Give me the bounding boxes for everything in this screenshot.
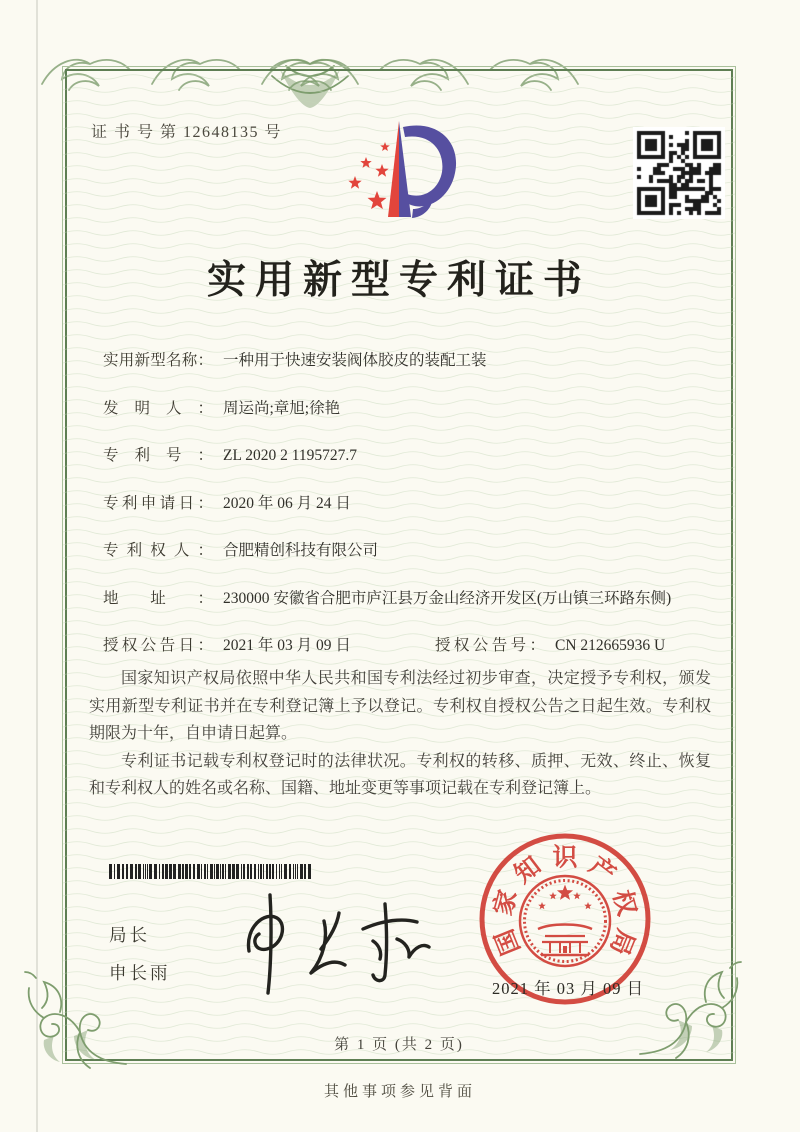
field-row-address <box>103 585 713 612</box>
field-label: 授权公告号： <box>435 637 545 654</box>
field-label: 实用新型名称： <box>103 352 213 369</box>
cnipa-logo-icon <box>331 113 473 233</box>
svg-text:权: 权 <box>607 887 641 919</box>
field-value: ZL 2020 2 1195727.7 <box>223 447 358 464</box>
field-label: 发明人： <box>103 399 213 417</box>
field-value: 230000 安徽省合肥市庐江县万金山经济开发区(万山镇三环路东侧) <box>223 589 672 607</box>
svg-text:局: 局 <box>604 925 639 959</box>
barcode <box>109 864 313 879</box>
field-value: 2020 年 06 月 24 日 <box>223 494 351 512</box>
field-row-name <box>103 347 713 374</box>
field-row-patentee <box>103 537 713 564</box>
legal-paragraph-1: 国家知识产权局依照中华人民共和国专利法经过初步审查，决定授予专利权，颁发实用新型专利证书并在专利登记簿上予以登记。专利权自授权公告之日起生效。专利权期限为十年，自申请日起算。 <box>89 670 711 742</box>
scan-edge-shadow <box>36 0 38 1132</box>
signature-stroke-chang <box>311 913 345 973</box>
seal-emblem-gate <box>538 925 592 956</box>
legal-text-section <box>89 665 711 803</box>
certificate-frame <box>62 66 736 1064</box>
svg-text:家: 家 <box>489 887 523 919</box>
certificate-number: 证 书 号 第 12648135 号 <box>91 124 283 141</box>
logo-p-curve <box>403 126 456 207</box>
bottom-right-ornament <box>632 958 744 1070</box>
field-row-patent-no <box>103 442 713 469</box>
svg-text:知: 知 <box>509 852 547 889</box>
field-value: 2021 年 03 月 09 日 <box>223 637 351 654</box>
field-row-grant <box>103 632 713 659</box>
svg-text:国: 国 <box>491 925 526 959</box>
signature-stroke-yu <box>363 904 429 981</box>
grant-no-group <box>435 632 665 659</box>
legal-paragraph-2: 专利证书记载专利权登记时的法律状况。专利权的转移、质押、无效、终止、恢复和专利权人的姓名或名称、国籍、地址变更等事项记载在专利登记簿上。 <box>89 752 711 797</box>
seal-date: 2021 年 03 月 09 日 <box>491 979 645 998</box>
signature-stroke-shen-vertical <box>268 895 271 993</box>
signature-stroke-shen <box>248 916 282 951</box>
bottom-left-ornament <box>22 968 134 1080</box>
field-row-filing-date <box>103 490 713 517</box>
seal-emblem-stars <box>538 885 592 910</box>
footer-note: 其他事项参见背面 <box>323 1084 476 1100</box>
qr-code <box>633 127 725 219</box>
svg-text:产: 产 <box>583 852 621 889</box>
grant-date-group <box>103 632 435 659</box>
logo-wedge-left <box>388 121 399 217</box>
svg-text:识: 识 <box>552 844 578 872</box>
field-label: 专利申请日： <box>103 494 213 512</box>
field-value: 周运尚;章旭;徐艳 <box>223 399 341 417</box>
field-row-inventor <box>103 395 713 422</box>
field-value: 合肥精创科技有限公司 <box>223 542 379 559</box>
signature-handwriting <box>225 889 435 1004</box>
field-label: 授权公告日： <box>103 637 213 654</box>
field-label: 专利权人： <box>103 542 213 559</box>
signer-title: 局长 <box>109 925 150 945</box>
certificate-title: 实用新型专利证书 <box>206 259 591 302</box>
logo-stars <box>348 142 390 209</box>
fields-section <box>103 347 713 680</box>
seal-emblem <box>520 876 610 966</box>
page-indicator: 第 1 页 (共 2 页) <box>334 1037 464 1053</box>
signer-name: 申长雨 <box>109 963 171 983</box>
field-label: 专利号： <box>103 447 213 464</box>
field-value: 一种用于快速安装阀体胶皮的装配工装 <box>223 352 487 369</box>
field-value: CN 212665936 U <box>555 637 666 654</box>
field-label: 地址： <box>103 589 213 607</box>
